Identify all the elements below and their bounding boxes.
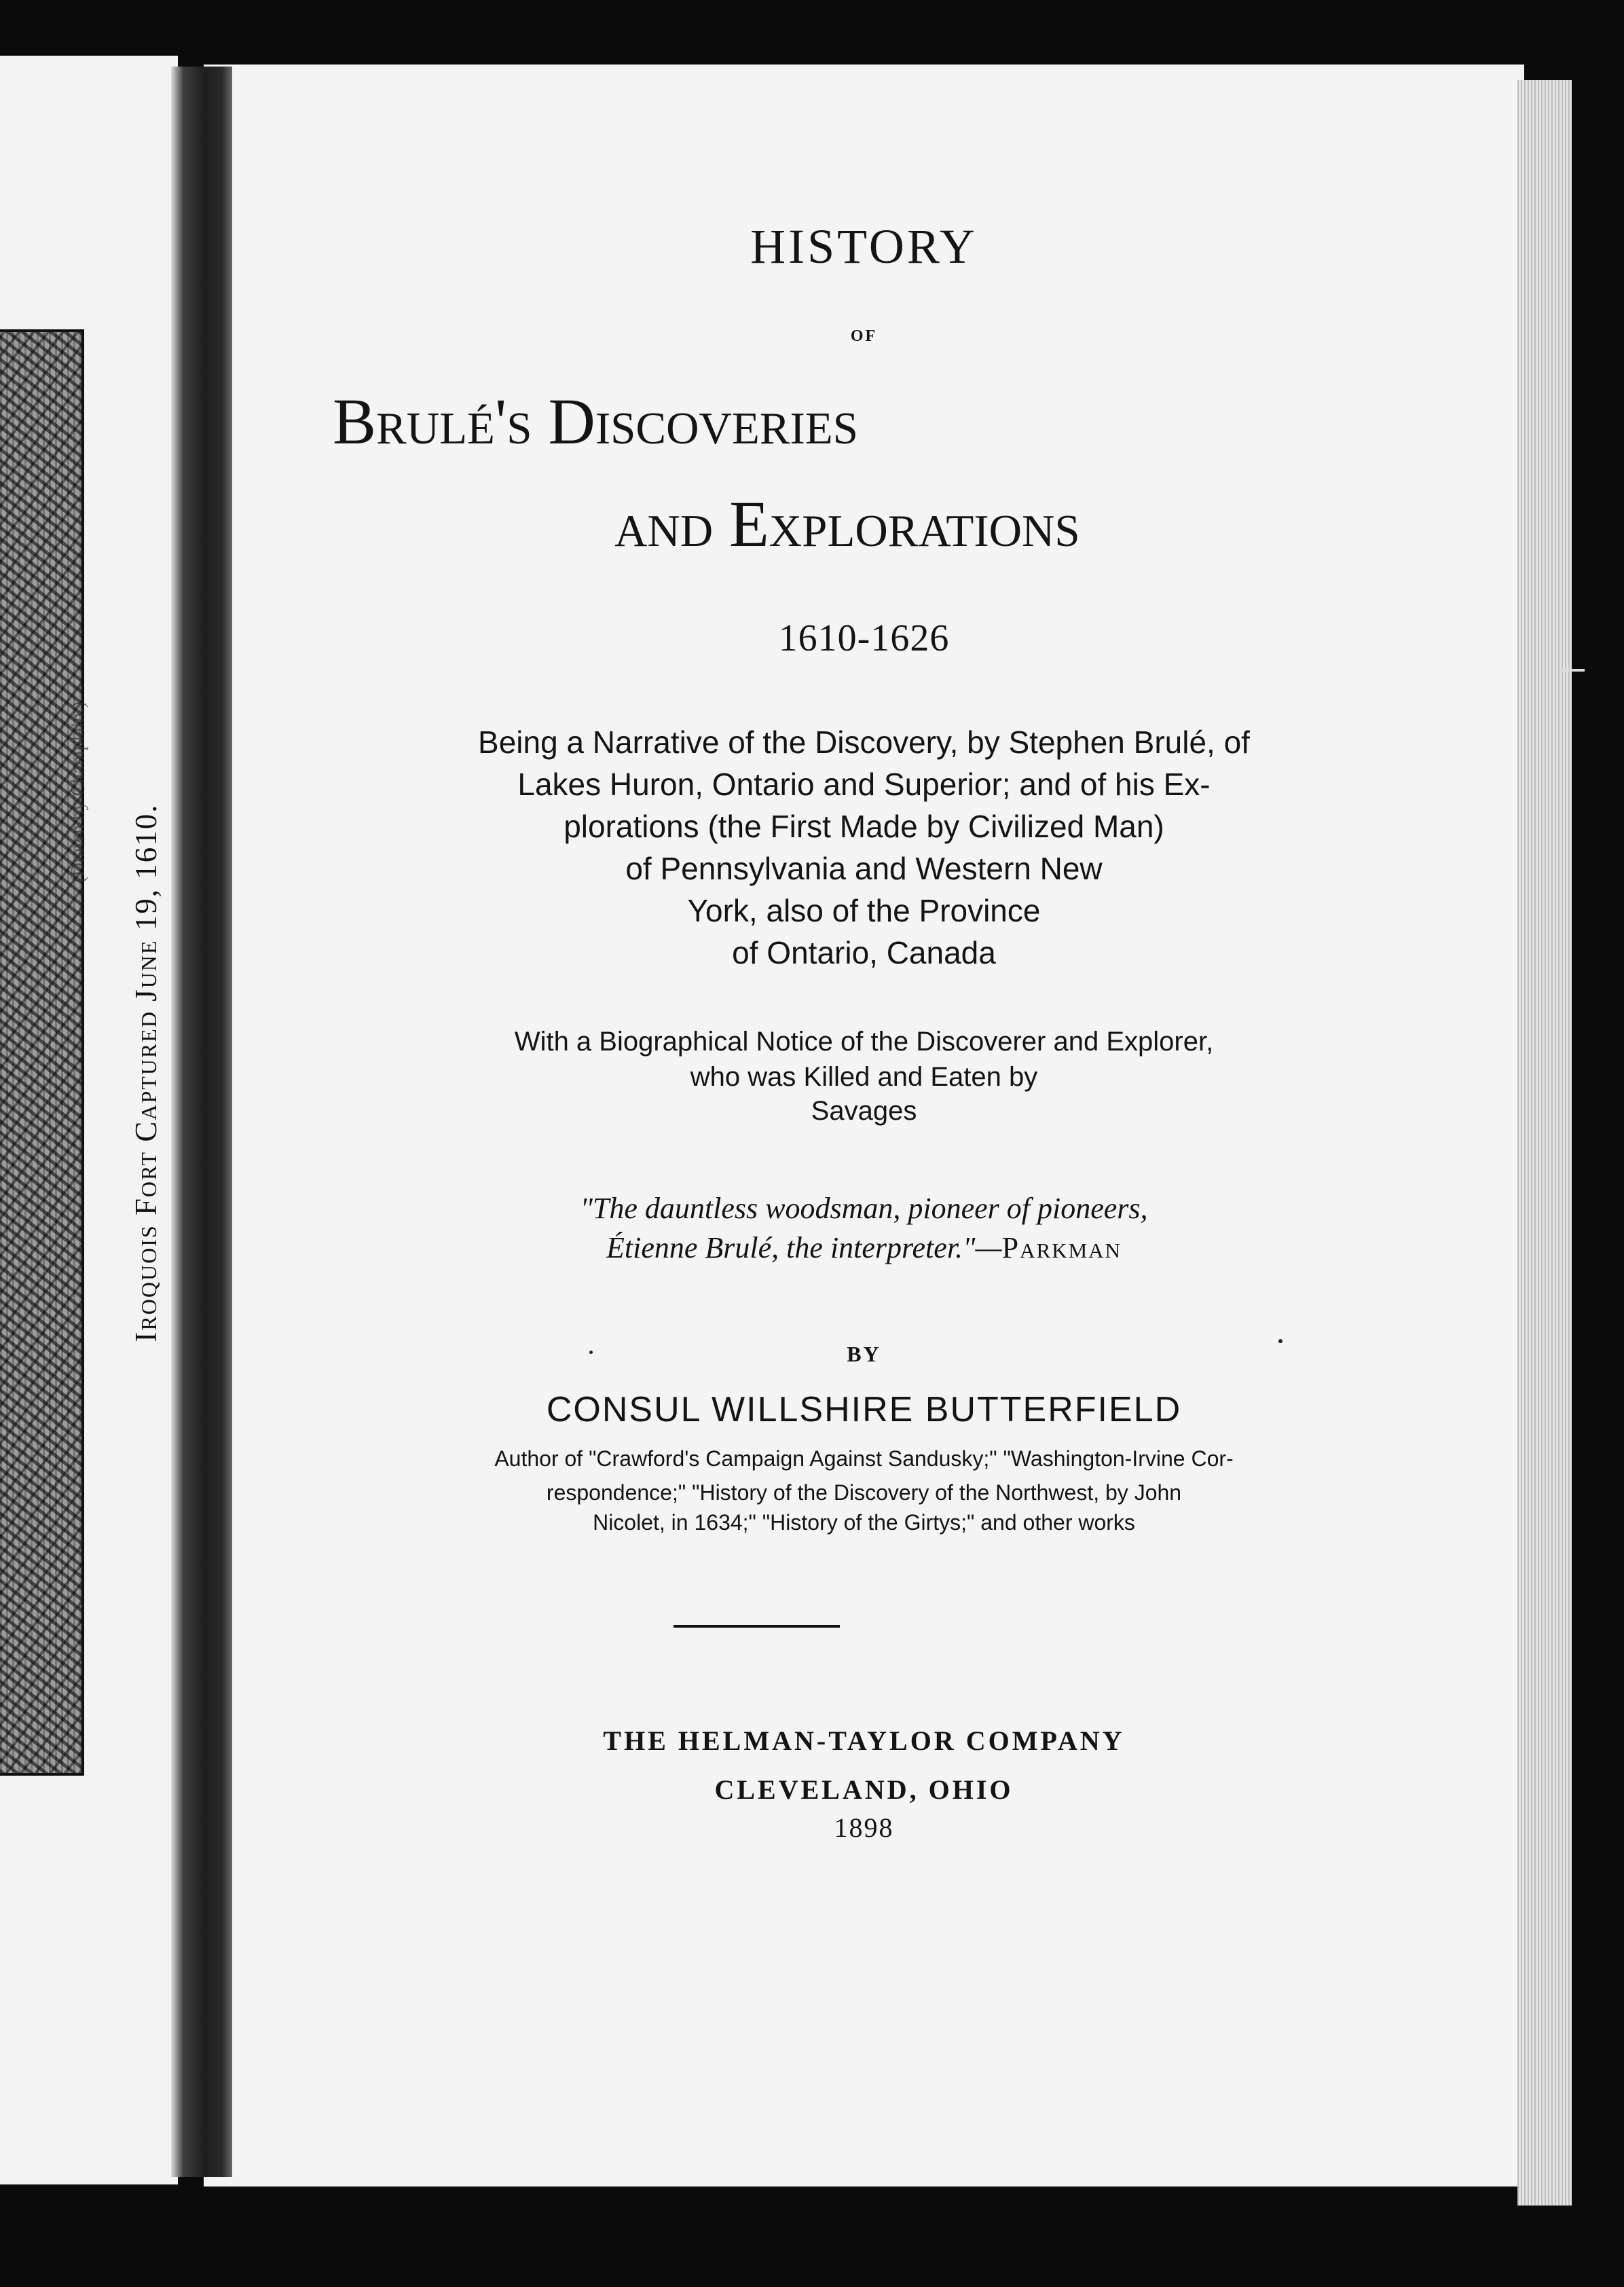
frontispiece-engraving: [0, 329, 84, 1776]
other-works-line: Author of "Crawford's Campaign Against Sandusky;" "Washington-Irvine Cor-: [494, 1446, 1234, 1471]
other-works-line: Nicolet, in 1634;" "History of the Girtys;" and other works: [593, 1510, 1135, 1535]
page-edge-nick: [1560, 669, 1585, 672]
title-line-1: Brulé's Discoveries: [333, 385, 858, 458]
description-line: of Pennsylvania and Western New: [625, 851, 1103, 886]
epigraph-line: "The dauntless woodsman, pioneer of pioneers,: [580, 1192, 1148, 1225]
publication-place: CLEVELAND, OHIO: [714, 1774, 1014, 1805]
epigraph-source: Parkman: [1001, 1231, 1122, 1264]
by-label: BY: [847, 1342, 881, 1366]
page-edge: [1517, 80, 1572, 2206]
epigraph-line: [204, 1230, 1524, 1265]
description-line: of Ontario, Canada: [732, 935, 996, 970]
date-range: 1610-1626: [778, 617, 950, 659]
description-line: York, also of the Province: [687, 893, 1041, 928]
print-speck: [589, 1351, 593, 1354]
divider-rule: [673, 1625, 840, 1628]
title-of: OF: [850, 327, 878, 345]
description-line: Lakes Huron, Ontario and Superior; and of his Ex-: [517, 767, 1211, 802]
publisher: THE HELMAN-TAYLOR COMPANY: [603, 1725, 1125, 1756]
biographical-line: With a Biographical Notice of the Discoverer and Explorer,: [514, 1027, 1214, 1057]
plate-caption: Iroquois Fort Captured June 19, 1610.: [129, 803, 163, 1342]
author-name: CONSUL WILLSHIRE BUTTERFIELD: [546, 1390, 1182, 1429]
description-line: plorations (the First Made by Civilized Man): [564, 809, 1164, 844]
plate-credit: (Drawn by Champlain.): [68, 701, 89, 883]
biographical-line: Savages: [811, 1096, 917, 1126]
print-speck: [1278, 1339, 1282, 1343]
title-history: HISTORY: [750, 219, 978, 274]
description-line: Being a Narrative of the Discovery, by Stephen Brulé, of: [478, 725, 1250, 760]
biographical-line: who was Killed and Eaten by: [690, 1062, 1038, 1092]
other-works-line: respondence;" "History of the Discovery of the Northwest, by John: [546, 1480, 1182, 1505]
publication-year: 1898: [834, 1812, 894, 1843]
title-line-2: and Explorations: [614, 488, 1080, 560]
epigraph-text: Étienne Brulé, the interpreter."—: [606, 1231, 1002, 1264]
